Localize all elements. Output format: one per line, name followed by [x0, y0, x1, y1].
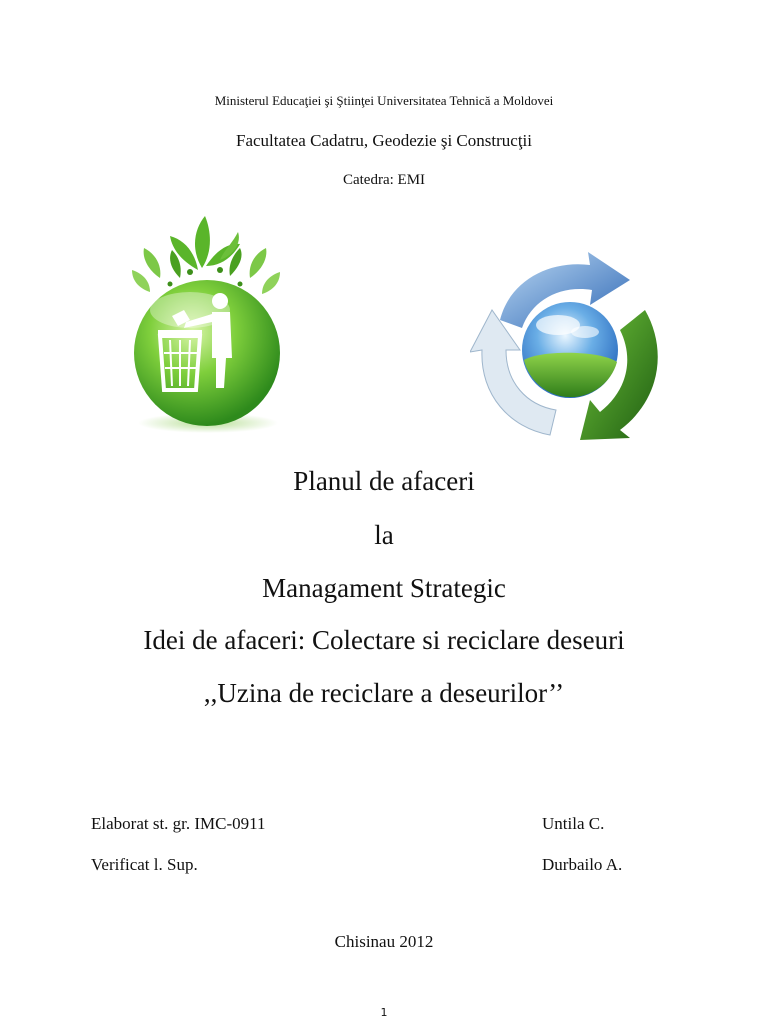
recycle-bin-globe-icon [120, 208, 290, 438]
recycling-arrows-globe-icon [470, 250, 670, 445]
elaborated-name: Untila C. [542, 814, 605, 833]
title-line-3: Managament Strategic [262, 573, 506, 603]
elaborated-label: Elaborat st. gr. IMC-0911 [91, 814, 266, 833]
ministry-line: Ministerul Educaţiei şi Ştiinţei Universitatea Tehnică a Moldovei [214, 93, 554, 108]
page-number: 1 [380, 1006, 388, 1019]
verified-name: Durbailo A. [542, 855, 623, 874]
faculty-line: Facultatea Cadatru, Geodezie şi Construcţii [236, 131, 532, 150]
city-year: Chisinau 2012 [334, 932, 434, 951]
department-line: Catedra: EMI [342, 172, 426, 188]
title-line-1: Planul de afaceri [293, 466, 475, 496]
verified-label: Verificat l. Sup. [91, 855, 198, 874]
title-line-2: la [374, 520, 394, 550]
title-line-4: Idei de afaceri: Colectare si reciclare deseuri [143, 625, 625, 655]
title-line-5: ,,Uzina de reciclare a deseurilor’’ [203, 678, 565, 708]
